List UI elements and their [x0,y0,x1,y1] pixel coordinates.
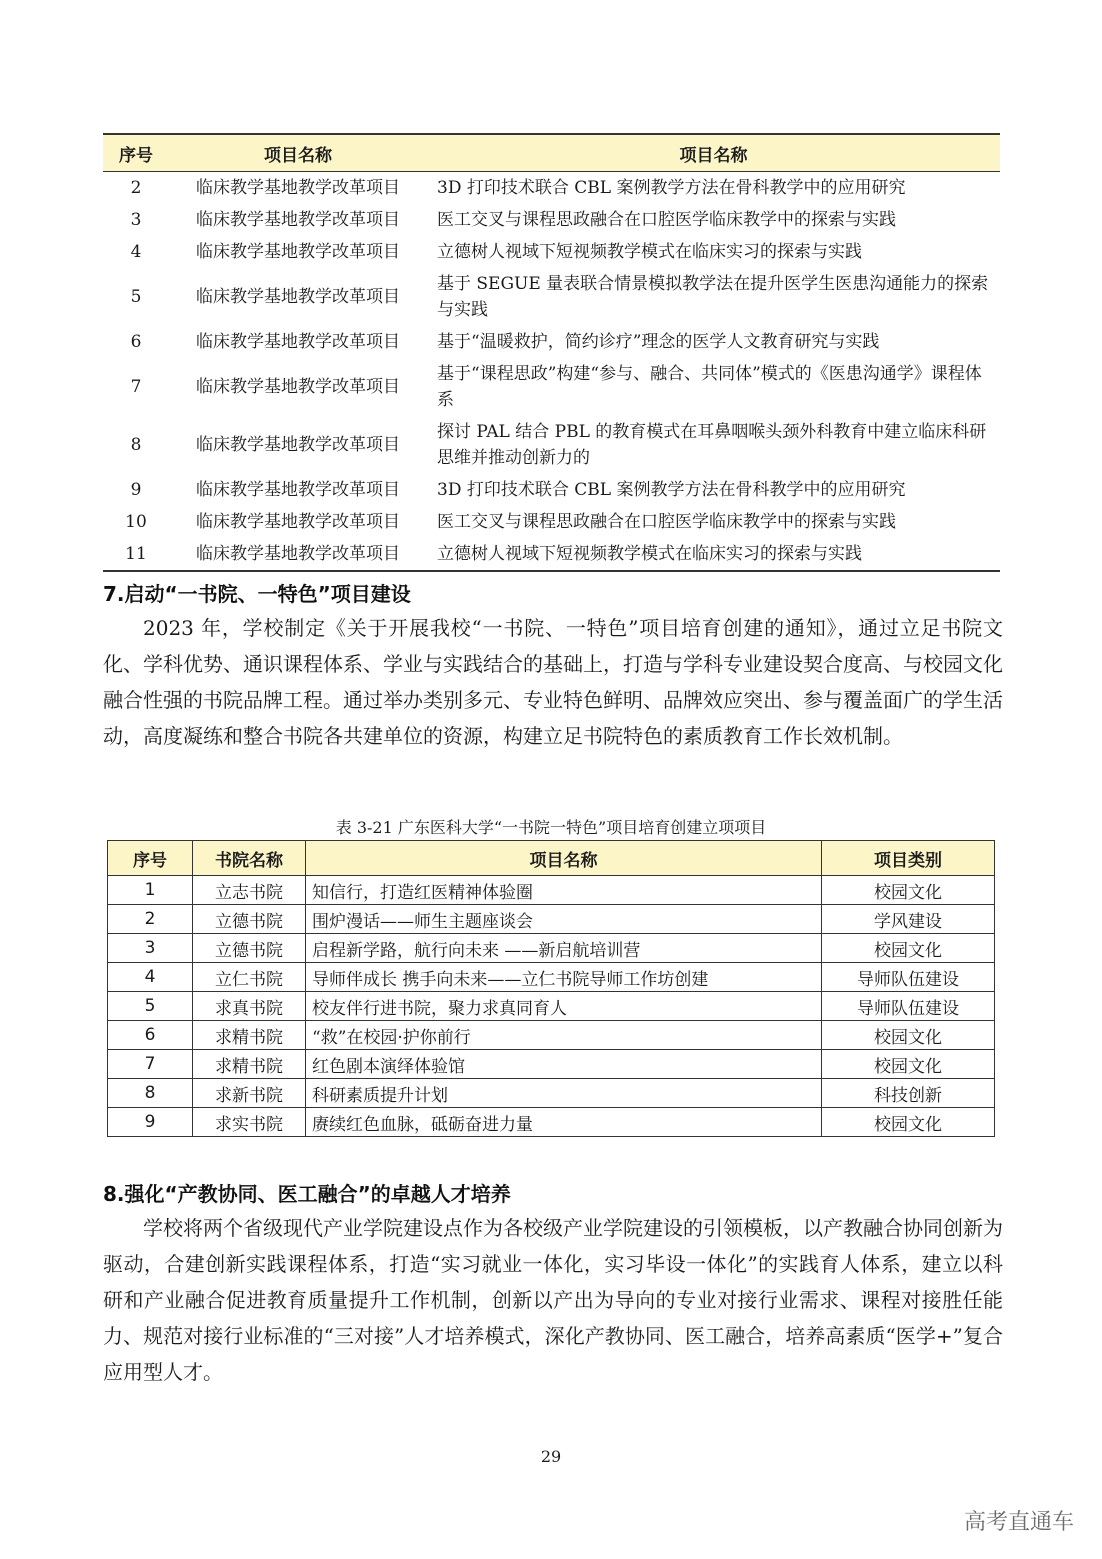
cell-category: 临床教学基地教学改革项目 [169,538,427,571]
cell-no: 7 [130,377,142,397]
table-row [103,474,1000,506]
cell-category: 临床教学基地教学改革项目 [196,332,400,352]
page-number: 29 [540,1447,562,1466]
cell-no: 2 [130,178,142,198]
cell-no: 11 [103,538,169,571]
cell-no: 7 [108,1050,193,1079]
cell-project-type: 校园文化 [822,1021,995,1050]
cell-project-name: “救”在校园·护你前行 [306,1021,822,1050]
cell-project-type: 校园文化 [822,1050,995,1079]
cell-college: 立仁书院 [193,963,306,992]
section-7-heading: 7.启动“一书院、一特色”项目建设 [103,582,411,606]
cell-no: 6 [108,1021,193,1050]
table-header-row [103,134,1000,172]
cell-no: 8 [130,435,142,455]
cell-no: 4 [130,242,142,262]
cell-project-name: 赓续红色血脉，砥砺奋进力量 [306,1108,822,1137]
cell-college: 求精书院 [193,1050,306,1079]
cell-no: 4 [108,963,193,992]
cell-project-name: 科研素质提升计划 [306,1079,822,1108]
section-8-paragraph: 学校将两个省级现代产业学院建设点作为各校级产业学院建设的引领模板，以产教融合协同创新为驱动，合建创新实践课程体系，打造“实习就业一体化，实习毕设一体化”的实践育人体系，建立以科研和产业融合促进教育质量提升工作机制，创新以产出为导向的专业对接行业需求、课程对接胜任能力、规范对接行业标准的“三对接”人才培养模式，深化产教协同、医工融合，培养高素质“医学+”复合应用型人才。 [103,1216,1003,1384]
table-row [108,1050,995,1079]
table-caption: 表 3-21 广东医科大学“一书院一特色”项目培育创建立项项目 [335,818,767,837]
cell-category: 临床教学基地教学改革项目 [196,210,400,230]
cell-project-type: 校园文化 [822,934,995,963]
table-row [103,538,1000,571]
cell-name: 医工交叉与课程思政融合在口腔医学临床教学中的探索与实践 [437,512,896,532]
cell-category: 临床教学基地教学改革项目 [196,377,400,397]
table-row [103,204,1000,236]
cell-no: 2 [108,905,193,934]
cell-project-name: 围炉漫话——师生主题座谈会 [306,905,822,934]
cell-college: 立德书院 [193,905,306,934]
cell-category: 临床教学基地教学改革项目 [196,178,400,198]
cell-category: 临床教学基地教学改革项目 [196,287,400,307]
cell-no: 9 [108,1108,193,1137]
cell-no: 10 [125,512,147,532]
table-row [108,905,995,934]
cell-project-name: 红色剧本演绎体验馆 [306,1050,822,1079]
cell-project-type: 校园文化 [822,876,995,905]
cell-no: 1 [108,876,193,905]
table-header-row [108,841,995,876]
section-7-paragraph: 2023 年，学校制定《关于开展我校“一书院、一特色”项目培育创建的通知》，通过立足书院文化、学科优势、通识课程体系、学业与实践结合的基础上，打造与学科专业建设契合度高、与校园文化融合性强的书院品牌工程。通过举办类别多元、专业特色鲜明、品牌效应突出、参与覆盖面广的学生活动，高度凝练和整合书院各共建单位的资源，构建立足书院特色的素质教育工作长效机制。 [103,616,1003,748]
cell-name: 立德树人视域下短视频教学模式在临床实习的探索与实践 [437,242,862,262]
cell-no: 5 [130,287,142,307]
header-college: 书院名称 [193,841,306,876]
cell-college: 求实书院 [193,1108,306,1137]
cell-name: 基于“课程思政”构建“参与、融合、共同体”模式的《医患沟通学》课程体系 [437,364,982,410]
watermark: 高考直通车 [963,1510,1074,1535]
cell-college: 求精书院 [193,1021,306,1050]
cell-college: 求新书院 [193,1079,306,1108]
table-row [103,236,1000,268]
table-row [108,1108,995,1137]
cell-category: 临床教学基地教学改革项目 [196,435,400,455]
cell-project-type: 学风建设 [822,905,995,934]
header-project-type: 项目类别 [822,841,995,876]
header-name: 项目名称 [427,134,1000,172]
cell-project-name: 导师伴成长 携手向未来——立仁书院导师工作坊创建 [306,963,822,992]
cell-category: 临床教学基地教学改革项目 [196,242,400,262]
cell-college: 立德书院 [193,934,306,963]
cell-project-type: 导师队伍建设 [822,963,995,992]
table-row [103,326,1000,358]
header-project-name: 项目名称 [306,841,822,876]
cell-category: 临床教学基地教学改革项目 [196,512,400,532]
cell-category: 临床教学基地教学改革项目 [196,480,400,500]
cell-name: 3D 打印技术联合 CBL 案例教学方法在骨科教学中的应用研究 [437,178,906,198]
table-row [103,506,1000,538]
cell-name: 立德树人视域下短视频教学模式在临床实习的探索与实践 [427,538,1000,571]
cell-no: 9 [130,480,142,500]
college-projects-table [107,840,995,1137]
table-row [108,934,995,963]
cell-no: 5 [108,992,193,1021]
table-row [108,992,995,1021]
cell-name: 医工交叉与课程思政融合在口腔医学临床教学中的探索与实践 [437,210,896,230]
cell-name: 探讨 PAL 结合 PBL 的教育模式在耳鼻咽喉头颈外科教育中建立临床科研思维并推动创新力的 [437,422,987,468]
cell-college: 立志书院 [193,876,306,905]
cell-project-name: 启程新学路，航行向未来 ——新启航培训营 [306,934,822,963]
header-category: 项目名称 [169,134,427,172]
cell-name: 3D 打印技术联合 CBL 案例教学方法在骨科教学中的应用研究 [437,480,906,500]
cell-no: 3 [130,210,142,230]
cell-college: 求真书院 [193,992,306,1021]
section-8-heading: 8.强化“产教协同、医工融合”的卓越人才培养 [103,1182,511,1206]
cell-no: 8 [108,1079,193,1108]
cell-no: 3 [108,934,193,963]
cell-project-type: 科技创新 [822,1079,995,1108]
cell-project-type: 校园文化 [822,1108,995,1137]
table-row [103,416,1000,474]
teaching-reform-table [103,133,1000,572]
table-row [103,268,1000,326]
table-row [108,876,995,905]
cell-project-name: 校友伴行进书院，聚力求真同育人 [306,992,822,1021]
cell-name: 基于“温暖救护，简约诊疗”理念的医学人文教育研究与实践 [437,332,880,352]
header-no: 序号 [103,134,169,172]
table-row [108,1079,995,1108]
cell-no: 6 [130,332,142,352]
cell-name: 基于 SEGUE 量表联合情景模拟教学法在提升医学生医患沟通能力的探索与实践 [437,274,989,320]
table-row [103,172,1000,205]
cell-project-type: 导师队伍建设 [822,992,995,1021]
cell-project-name: 知信行，打造红医精神体验圈 [306,876,822,905]
header-no: 序号 [108,841,193,876]
table-row [108,963,995,992]
table-row [103,358,1000,416]
table-row [108,1021,995,1050]
